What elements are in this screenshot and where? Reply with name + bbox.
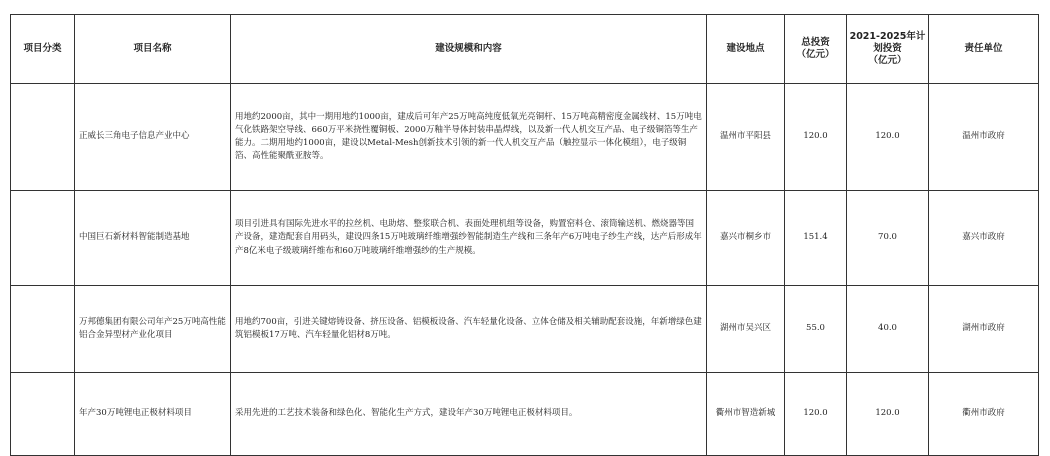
cell-plan-investment: 120.0 xyxy=(847,84,929,191)
cell-content: 用地约700亩，引进关键熔铸设备、挤压设备、铝模板设备、汽车轻量化设备、立体仓储及相关辅助配套设施，年新增绿色建筑铝模板17万吨、汽车轻量化铝材8万吨。 xyxy=(231,286,707,373)
document-page xyxy=(10,14,1039,456)
header-name: 项目名称 xyxy=(75,15,231,84)
cell-category xyxy=(11,84,75,191)
header-plan-investment: 2021-2025年计划投资 （亿元） xyxy=(847,15,929,84)
cell-total-investment: 120.0 xyxy=(785,84,847,191)
cell-project-name: 年产30万吨锂电正极材料项目 xyxy=(75,373,231,456)
cell-category xyxy=(11,191,75,286)
table-row xyxy=(11,84,1039,191)
table-row xyxy=(11,191,1039,286)
table-row xyxy=(11,286,1039,373)
cell-total-investment: 120.0 xyxy=(785,373,847,456)
cell-project-name: 正威长三角电子信息产业中心 xyxy=(75,84,231,191)
cell-total-investment: 151.4 xyxy=(785,191,847,286)
header-content: 建设规模和内容 xyxy=(231,15,707,84)
header-location: 建设地点 xyxy=(707,15,785,84)
cell-content: 用地约2000亩，其中一期用地约1000亩，建成后可年产25万吨高纯度低氧光亮铜杆、15万吨高精密度金属线材、15万吨电气化铁路架空导线、660万平米挠性覆铜板、2000万釉半导体封装串晶焊线，以及新一代人机交互产品、电子级铜箔等生产能力。二期用地约1000亩，建设以Metal-Mesh创新技术引领的新一代人机交互产品（触控显示一体化模组），电子级铜箔、高性能聚酰亚胺等。 xyxy=(231,84,707,191)
cell-content: 采用先进的工艺技术装备和绿色化、智能化生产方式，建设年产30万吨锂电正极材料项目。 xyxy=(231,373,707,456)
cell-category xyxy=(11,286,75,373)
cell-plan-investment: 40.0 xyxy=(847,286,929,373)
cell-responsible-unit: 嘉兴市政府 xyxy=(929,191,1039,286)
header-row xyxy=(11,15,1039,84)
cell-location: 温州市平阳县 xyxy=(707,84,785,191)
cell-responsible-unit: 湖州市政府 xyxy=(929,286,1039,373)
cell-content: 项目引进具有国际先进水平的拉丝机、电助熔、整浆联合机、表面处理机组等设备，购置窑料仓、滚筒输送机、燃烧器等国产设备，建造配套自用码头，建设四条15万吨玻璃纤维增强纱智能制造生产线和三条年产6万吨电子纱生产线，达产后形成年产8亿米电子级玻璃纤维布和60万吨玻璃纤维增强纱的生产规模。 xyxy=(231,191,707,286)
header-responsible-unit: 责任单位 xyxy=(929,15,1039,84)
cell-project-name: 中国巨石新材料智能制造基地 xyxy=(75,191,231,286)
cell-project-name: 万邦德集团有限公司年产25万吨高性能铝合金异型材产业化项目 xyxy=(75,286,231,373)
cell-location: 湖州市吴兴区 xyxy=(707,286,785,373)
cell-responsible-unit: 衢州市政府 xyxy=(929,373,1039,456)
project-table xyxy=(10,14,1039,456)
header-category: 项目分类 xyxy=(11,15,75,84)
cell-responsible-unit: 温州市政府 xyxy=(929,84,1039,191)
cell-location: 嘉兴市桐乡市 xyxy=(707,191,785,286)
cell-plan-investment: 70.0 xyxy=(847,191,929,286)
cell-total-investment: 55.0 xyxy=(785,286,847,373)
table-row xyxy=(11,373,1039,456)
header-total-investment: 总投资 （亿元） xyxy=(785,15,847,84)
cell-plan-investment: 120.0 xyxy=(847,373,929,456)
cell-category xyxy=(11,373,75,456)
cell-location: 衢州市智造新城 xyxy=(707,373,785,456)
